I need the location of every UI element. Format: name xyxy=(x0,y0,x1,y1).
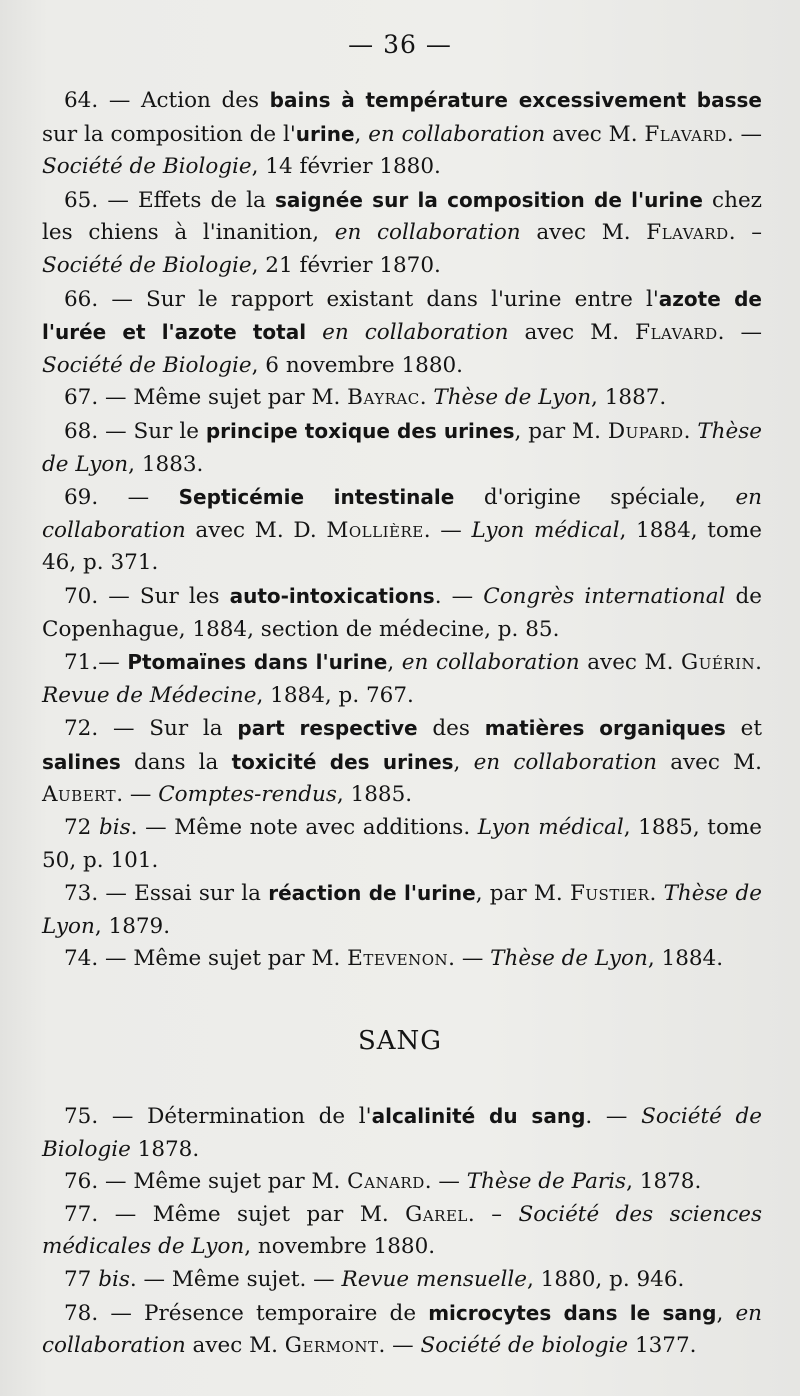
entry-text: avec M. xyxy=(185,1333,285,1359)
entry-number: 77. — xyxy=(64,1201,137,1227)
reference-entry xyxy=(42,1264,762,1297)
reference-entry xyxy=(42,1199,762,1264)
reference-entry xyxy=(42,184,762,283)
entry-text: . – xyxy=(467,1201,519,1227)
subject-bold: microcytes dans le sang xyxy=(428,1300,717,1325)
italic-text: bis xyxy=(98,815,131,841)
author-name: Mollière xyxy=(326,517,424,543)
entry-text: avec M. xyxy=(657,749,762,775)
italic-text: Société des sciences médicales de Lyon xyxy=(42,1201,763,1260)
reference-entry xyxy=(42,481,762,580)
italic-text: Thèse de Paris xyxy=(466,1169,627,1195)
entry-text: , par M. xyxy=(514,418,608,444)
italic-text: Société de Biologie xyxy=(42,154,252,180)
entry-text: . — xyxy=(585,1104,642,1129)
subject-bold: alcalinité du sang xyxy=(371,1104,586,1128)
entry-text: , 1885, tome 50, p. 101. xyxy=(42,815,762,873)
entry-text xyxy=(91,815,99,840)
reference-entry xyxy=(42,1297,762,1363)
entry-text: sur la composition de l' xyxy=(42,121,296,147)
entry-text: avec M. xyxy=(508,320,636,346)
entry-text: . — xyxy=(717,320,762,346)
subject-bold: urine xyxy=(295,121,355,146)
author-name: Bayrac xyxy=(347,385,420,411)
reference-entry xyxy=(42,1166,762,1199)
subject-bold: bains à température excessivement basse xyxy=(269,88,762,112)
entry-number: 68. — xyxy=(64,418,127,444)
entry-text: . xyxy=(649,881,664,907)
italic-text: Lyon médical xyxy=(477,815,624,841)
entry-text: , 14 février 1880. xyxy=(251,154,441,180)
italic-text: en collaboration xyxy=(42,1300,763,1359)
entry-text: . — xyxy=(116,782,159,808)
entry-text: d'origine spéciale, xyxy=(454,485,736,511)
entry-text: . — xyxy=(434,583,484,609)
italic-text: Thèse de Lyon xyxy=(42,881,762,939)
author-name: Dupard xyxy=(607,418,684,444)
subject-bold: Ptomaïnes dans l'urine xyxy=(127,650,388,675)
italic-text: Société de biologie xyxy=(420,1333,629,1359)
entry-text: Essai sur la xyxy=(126,881,269,907)
entry-text: . xyxy=(419,385,434,411)
subject-bold: matières organiques xyxy=(484,716,726,741)
entry-text: , 6 novembre 1880. xyxy=(251,352,464,378)
entry-text: . xyxy=(683,418,698,444)
entry-number: 69. — xyxy=(64,485,150,511)
entry-text: avec M. xyxy=(545,121,645,147)
entry-number: 78. — xyxy=(64,1300,132,1326)
entry-text: Sur les xyxy=(129,583,230,609)
entry-number: 74. — xyxy=(64,946,127,972)
entry-text: , 1884, p. 767. xyxy=(256,682,414,708)
entry-text: chez les chiens à l'inanition, xyxy=(42,187,762,246)
entry-text: , 1884. xyxy=(647,946,724,972)
entry-text: avec M. D. xyxy=(185,517,327,543)
italic-text: en collaboration xyxy=(42,485,763,543)
entry-text: , 1887. xyxy=(591,385,667,411)
entry-text: Sur le xyxy=(126,418,206,444)
reference-entry xyxy=(42,712,762,812)
subject-bold: réaction de l'urine xyxy=(268,881,476,906)
entry-text: Détermination de l' xyxy=(133,1104,372,1129)
entry-text: , xyxy=(716,1300,736,1326)
italic-text: Lyon médical xyxy=(471,517,620,543)
entry-text: Même sujet par M. xyxy=(126,946,348,972)
italic-text: bis xyxy=(98,1266,130,1292)
italic-text: en collaboration xyxy=(368,121,546,147)
author-name: Canard xyxy=(347,1169,425,1195)
subject-bold: toxicité des urines xyxy=(231,749,454,774)
subject-bold: azote de l'urée et l'azote total xyxy=(42,286,762,345)
italic-text: Société de Biologie xyxy=(42,1104,762,1162)
subject-bold: part respective xyxy=(237,716,418,741)
italic-text: en collaboration xyxy=(334,220,521,246)
reference-entry xyxy=(42,283,762,383)
section-heading-sang: SANG xyxy=(357,1026,443,1056)
entry-text: . xyxy=(755,650,762,676)
reference-entry xyxy=(42,580,762,646)
reference-entry xyxy=(42,646,762,712)
italic-text: Thèse de Lyon xyxy=(490,946,648,972)
italic-text: Société de Biologie xyxy=(42,252,252,278)
reference-entry xyxy=(42,943,762,976)
entry-text: 1878. xyxy=(130,1136,200,1162)
entry-text: , 1883. xyxy=(128,451,204,477)
subject-bold: salines xyxy=(42,749,121,774)
entry-text: Même sujet par M. xyxy=(126,385,348,411)
entry-number: 75. — xyxy=(64,1104,134,1129)
page-number: — 36 — xyxy=(348,30,452,59)
italic-text: Thèse de Lyon xyxy=(42,418,763,477)
reference-entry xyxy=(42,1100,762,1166)
entry-text: , novembre 1880. xyxy=(244,1234,436,1260)
entry-text: , par M. xyxy=(475,881,570,907)
author-name: Etevenon xyxy=(347,946,449,972)
entry-number: 67. — xyxy=(64,385,127,411)
italic-text: Société de Biologie xyxy=(42,352,252,378)
entry-text: Sur la xyxy=(134,716,238,742)
entry-text: , 1879. xyxy=(94,913,171,939)
entry-number: 64. — xyxy=(64,88,131,113)
entry-number: 72. — xyxy=(64,716,135,742)
entry-text: et xyxy=(725,716,762,742)
entry-number: 66. — xyxy=(64,286,133,312)
reference-entry xyxy=(42,812,762,877)
entry-text: , 1880, p. 946. xyxy=(527,1266,685,1292)
italic-text: Revue de Médecine xyxy=(42,682,257,708)
entry-text: , 1884, tome 46, p. 371. xyxy=(42,517,762,576)
subject-bold: Septicémie intestinale xyxy=(178,485,455,510)
italic-text: Comptes-rendus xyxy=(158,782,337,808)
entry-number: 72 xyxy=(64,815,92,841)
italic-text: Congrès international xyxy=(483,583,726,609)
author-name: Flavard xyxy=(635,320,718,346)
entry-text: . – xyxy=(728,220,762,246)
entry-number: 70. — xyxy=(64,583,130,609)
entry-number: 76. — xyxy=(64,1169,127,1195)
entry-text: , xyxy=(354,121,369,147)
entry-text: Même sujet par M. xyxy=(136,1201,406,1227)
author-name: Germont xyxy=(284,1333,379,1359)
entry-text xyxy=(149,485,178,510)
entry-text: des xyxy=(417,716,485,742)
author-name: Fustier xyxy=(570,881,650,907)
entry-text: , xyxy=(387,650,402,676)
author-name: Guérin xyxy=(681,650,756,676)
entry-text: . — Même note avec additions. xyxy=(130,815,478,841)
blood-references-list xyxy=(42,1100,762,1363)
italic-text: Revue mensuelle xyxy=(341,1266,528,1292)
entry-text: Action des xyxy=(130,88,270,113)
entry-text: , 1878. xyxy=(626,1169,702,1195)
entry-text: . — xyxy=(448,946,491,972)
entry-text: dans la xyxy=(120,749,232,775)
entry-number: 73. — xyxy=(64,881,127,907)
subject-bold: auto-intoxications xyxy=(229,583,435,608)
author-name: Aubert xyxy=(42,782,117,808)
urine-references-list xyxy=(42,84,762,976)
entry-text: avec M. xyxy=(579,650,682,676)
reference-entry xyxy=(42,415,762,481)
entry-text: avec M. xyxy=(520,220,647,246)
entry-text: , 21 février 1870. xyxy=(251,252,441,278)
entry-text xyxy=(306,320,322,345)
entry-number: 65. — xyxy=(64,187,129,213)
entry-text: . — xyxy=(423,517,472,543)
subject-bold: saignée sur la composition de l'urine xyxy=(274,187,703,212)
reference-entry xyxy=(42,382,762,415)
italic-text: Thèse de Lyon xyxy=(433,385,592,411)
entry-number: 77 xyxy=(64,1266,92,1292)
italic-text: en collaboration xyxy=(401,650,580,676)
entry-text: . — Même sujet. — xyxy=(129,1266,342,1292)
author-name: Flavard xyxy=(644,121,727,147)
entry-text: Sur le rapport existant dans l'urine entre l' xyxy=(132,286,659,312)
italic-text: en collaboration xyxy=(322,320,509,346)
entry-text: 1377. xyxy=(628,1333,697,1359)
entry-text: Effets de la xyxy=(128,187,275,213)
entry-text: . — xyxy=(424,1169,467,1195)
italic-text: en collaboration xyxy=(473,749,658,775)
entry-text: . — xyxy=(378,1333,421,1359)
author-name: Garel xyxy=(405,1201,468,1227)
entry-number: 71.— xyxy=(64,650,120,676)
author-name: Flavard xyxy=(646,220,729,246)
entry-text: . — xyxy=(726,121,762,147)
entry-text: Présence temporaire de xyxy=(131,1300,429,1326)
reference-entry xyxy=(42,84,762,184)
reference-entry xyxy=(42,877,762,943)
subject-bold: principe toxique des urines xyxy=(205,418,515,443)
entry-text: Même sujet par M. xyxy=(126,1169,348,1195)
entry-text: de Copenhague, 1884, section de médecine, p. 85. xyxy=(42,583,763,642)
entry-text: , xyxy=(453,749,474,775)
entry-text: , 1885. xyxy=(336,782,413,808)
